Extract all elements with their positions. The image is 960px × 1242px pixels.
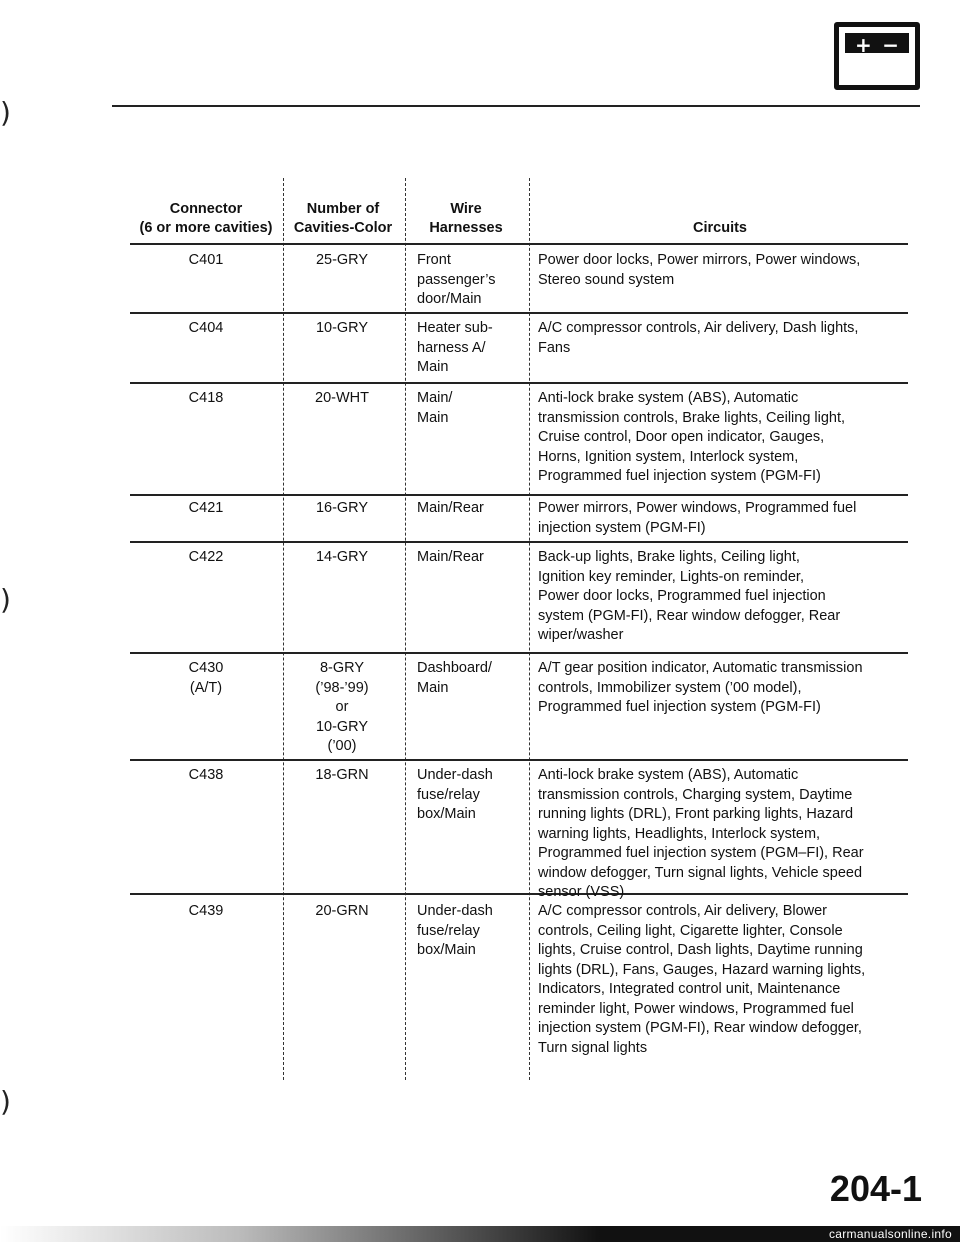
connector-cell: C404 — [188, 320, 224, 336]
circuits-cell: Power mirrors, Power windows, Programmed fuel injection system (PGM-FI) — [538, 500, 857, 536]
row-divider — [130, 312, 908, 314]
row-divider — [130, 652, 908, 654]
harness-cell: Under-dash fuse/relay box/Main — [417, 767, 493, 822]
harness-cell: Dashboard/ Main — [417, 660, 492, 696]
connector-cell: C422 — [188, 549, 224, 565]
circuits-cell: A/T gear position indicator, Automatic transmission controls, Immobilizer system (’00 model), Programmed fuel injection system (PGM-FI) — [538, 660, 863, 715]
binding-mark: ) — [0, 96, 11, 129]
circuits-cell: Anti-lock brake system (ABS), Automatic transmission controls, Charging system, Daytime running lights (DRL), Front parking lights, Hazard warning lights, Headlights, Interlock system, Programmed fuel injection system (PGM–FI), Rear window defogger, Turn signal lights, Vehicle speed sensor (VSS) — [538, 767, 864, 900]
watermark: carmanualsonline.info — [828, 1227, 952, 1241]
column-header-harnesses: Wire Harnesses — [429, 201, 503, 236]
cavities-cell: 14-GRY — [315, 549, 369, 565]
column-header-circuits: Circuits — [693, 220, 747, 236]
column-header-connector: Connector (6 or more cavities) — [139, 201, 273, 236]
circuits-cell: Anti-lock brake system (ABS), Automatic transmission controls, Brake lights, Ceiling light, Cruise control, Door open indicator, Gauges, Horns, Ignition system, Interlock system, Programmed fuel injection system (PGM-FI) — [538, 390, 846, 484]
cavities-cell: 8-GRY (’98-’99) or 10-GRY (’00) — [315, 660, 369, 754]
cavities-cell: 10-GRY — [315, 320, 369, 336]
harness-cell: Main/Rear — [417, 549, 484, 565]
harness-cell: Heater sub- harness A/ Main — [417, 320, 493, 375]
harness-cell: Under-dash fuse/relay box/Main — [417, 903, 493, 958]
circuits-cell: A/C compressor controls, Air delivery, Dash lights, Fans — [538, 320, 859, 356]
page-number: 204-1 — [829, 1168, 922, 1209]
harness-cell: Front passenger’s door/Main — [417, 252, 496, 307]
row-divider — [130, 243, 908, 245]
connector-cell: C418 — [188, 390, 224, 406]
battery-icon — [834, 22, 920, 90]
cavities-cell: 20-WHT — [315, 390, 369, 406]
column-header-cavities: Number of Cavities-Color — [293, 201, 393, 236]
battery-plus-icon: + — [855, 33, 872, 57]
connector-cell: C439 — [188, 903, 224, 919]
row-divider — [130, 759, 908, 761]
connector-cell: C401 — [188, 252, 224, 268]
header-rule — [112, 105, 920, 107]
harness-cell: Main/Rear — [417, 500, 484, 516]
connector-cell: C438 — [188, 767, 224, 783]
cavities-cell: 16-GRY — [315, 500, 369, 516]
circuits-cell: Back-up lights, Brake lights, Ceiling light, Ignition key reminder, Lights-on reminder, Power door locks, Programmed fuel injection system (PGM-FI), Rear window defogger, Rear wiper/washer — [538, 549, 841, 643]
row-divider — [130, 494, 908, 496]
harness-cell: Main/ Main — [417, 390, 453, 426]
circuits-cell: Power door locks, Power mirrors, Power windows, Stereo sound system — [538, 252, 861, 288]
binding-mark: ) — [0, 1085, 11, 1118]
circuits-cell: A/C compressor controls, Air delivery, Blower controls, Ceiling light, Cigarette lighter, Console lights, Cruise control, Dash lights, Daytime running lights (DRL), Fans, Gauges, Hazard warning lights, Indicators, Integrated control unit, Maintenance reminder light, Power windows, Programmed fuel injection system (PGM-FI), Rear window defogger, Turn signal lights — [538, 903, 866, 1056]
row-divider — [130, 541, 908, 543]
cavities-cell: 20-GRN — [315, 903, 369, 919]
row-divider — [130, 382, 908, 384]
connector-cell: C430 (A/T) — [188, 660, 224, 696]
connector-cell: C421 — [188, 500, 224, 516]
battery-minus-icon: − — [882, 33, 899, 57]
binding-mark: ) — [0, 583, 11, 616]
cavities-cell: 18-GRN — [315, 767, 369, 783]
cavities-cell: 25-GRY — [315, 252, 369, 268]
footer-bar — [0, 1226, 960, 1242]
